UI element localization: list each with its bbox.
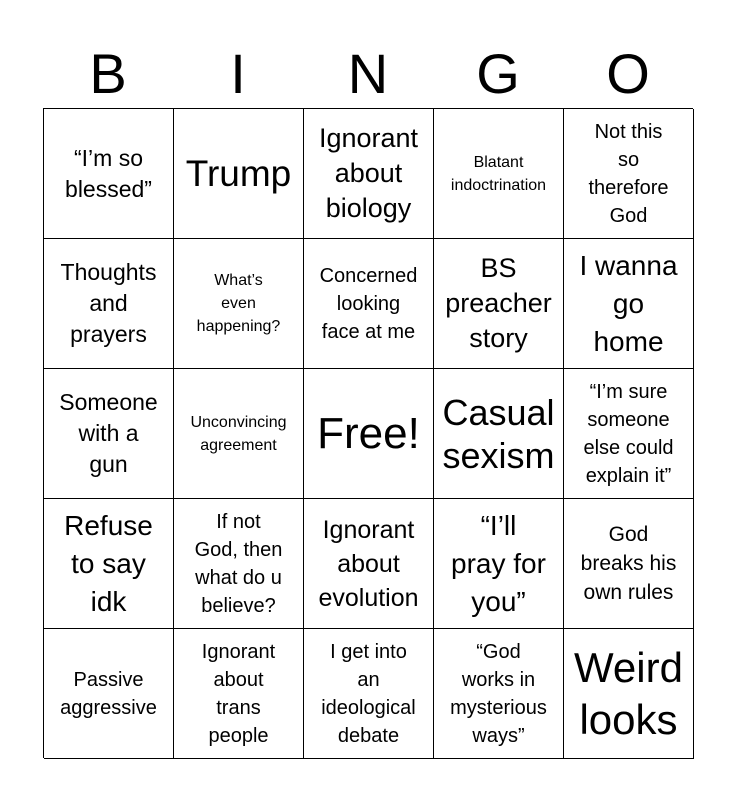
bingo-cell-text: “God works in mysterious ways” [450, 640, 547, 747]
header-letter-o: O [606, 42, 650, 105]
bingo-cell-free[interactable] [304, 369, 434, 499]
bingo-cell-text: “I’ll pray for you” [451, 509, 546, 617]
bingo-cell-text: I wanna go home [579, 249, 678, 357]
bingo-cell-text: What’s even happening? [196, 272, 281, 335]
bingo-cell-r3c3[interactable] [434, 499, 564, 629]
header-letter-i: I [230, 42, 246, 105]
bingo-cell-r2c0[interactable] [44, 369, 174, 499]
bingo-cell-r3c2[interactable] [304, 499, 434, 629]
header-letter-g: G [476, 42, 520, 105]
bingo-board [43, 108, 693, 758]
bingo-cell-r2c1[interactable] [174, 369, 304, 499]
bingo-cell-text: Blatant indoctrination [450, 153, 547, 194]
bingo-cell-text: Ignorant about biology [318, 123, 419, 223]
bingo-cell-r4c0[interactable] [44, 629, 174, 759]
bingo-cell-text: “I’m so blessed” [65, 144, 152, 202]
bingo-cell-r2c4[interactable] [564, 369, 694, 499]
bingo-cell-r4c3[interactable] [434, 629, 564, 759]
bingo-cell-r4c2[interactable] [304, 629, 434, 759]
bingo-cell-r4c4[interactable] [564, 629, 694, 759]
bingo-cell-r3c4[interactable] [564, 499, 694, 629]
bingo-cell-r0c3[interactable] [434, 109, 564, 239]
bingo-cell-text: I get into an ideological debate [321, 640, 416, 747]
bingo-cell-text: Someone with a gun [59, 389, 158, 477]
bingo-cell-text: Casual sexism [442, 391, 555, 476]
bingo-cell-text: Ignorant about trans people [201, 640, 276, 747]
bingo-cell-text: Ignorant about evolution [318, 515, 419, 612]
bingo-cell-r0c1[interactable] [174, 109, 304, 239]
bingo-cell-r0c0[interactable] [44, 109, 174, 239]
bingo-cell-text: Free! [317, 408, 420, 458]
bingo-cell-r0c2[interactable] [304, 109, 434, 239]
bingo-cell-r1c2[interactable] [304, 239, 434, 369]
bingo-cell-r3c1[interactable] [174, 499, 304, 629]
bingo-cell-r4c1[interactable] [174, 629, 304, 759]
bingo-cell-text: Not this so therefore God [588, 120, 669, 227]
bingo-cell-text: If not God, then what do u believe? [194, 510, 283, 617]
bingo-cell-text: Thoughts and prayers [60, 259, 157, 347]
bingo-cell-text: God breaks his own rules [580, 523, 677, 604]
bingo-cell-text: Unconvincing agreement [190, 413, 287, 454]
bingo-cell-text: Weird looks [574, 643, 683, 743]
bingo-cell-r1c0[interactable] [44, 239, 174, 369]
bingo-cell-r1c3[interactable] [434, 239, 564, 369]
bingo-cell-text: “I’m sure someone else could explain it” [583, 380, 674, 487]
bingo-cell-text: Refuse to say idk [64, 509, 153, 617]
bingo-cell-r3c0[interactable] [44, 499, 174, 629]
bingo-cell-text: Concerned looking face at me [319, 264, 418, 343]
bingo-cell-text: Passive aggressive [60, 668, 157, 719]
bingo-header [43, 40, 693, 108]
header-letter-n: N [347, 42, 389, 105]
bingo-cell-text: Trump [185, 152, 292, 194]
bingo-cell-r1c1[interactable] [174, 239, 304, 369]
bingo-cell-text: BS preacher story [445, 253, 552, 353]
bingo-cell-r2c3[interactable] [434, 369, 564, 499]
bingo-cell-r1c4[interactable] [564, 239, 694, 369]
header-letter-b: B [89, 42, 127, 105]
bingo-cell-r0c4[interactable] [564, 109, 694, 239]
